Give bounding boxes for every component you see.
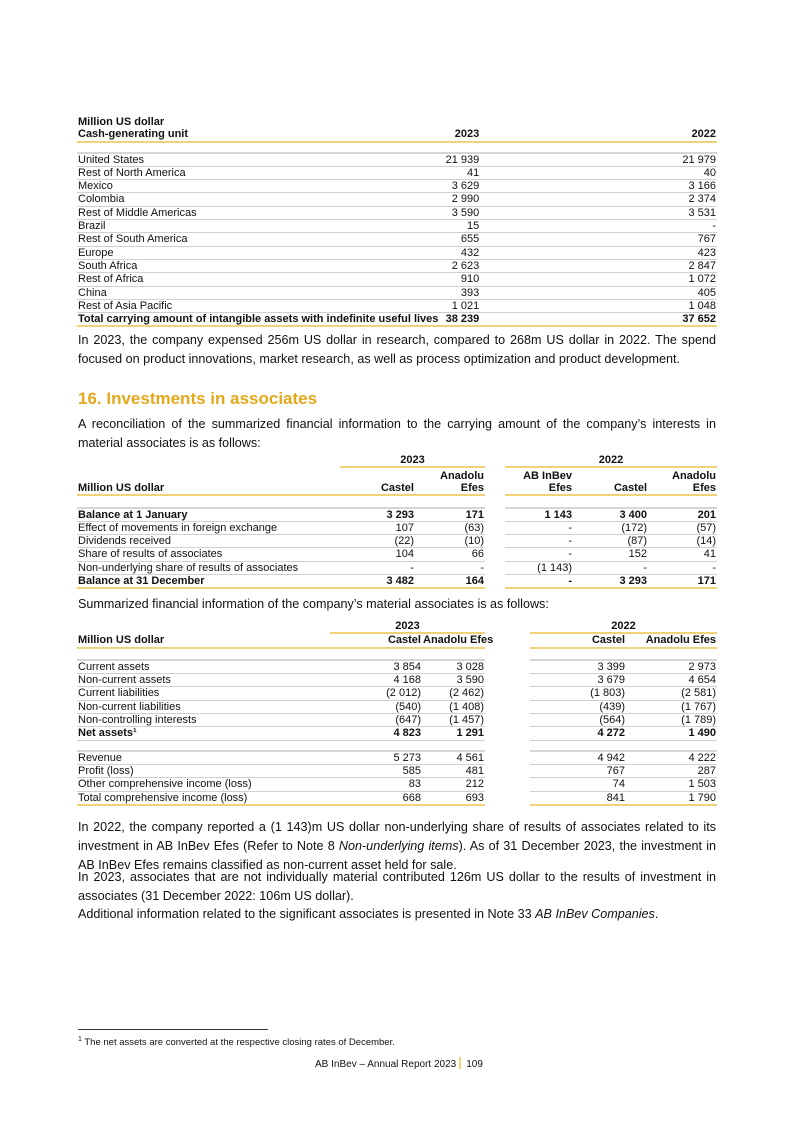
table-cell: 1 021	[420, 299, 480, 312]
table-cell	[485, 535, 505, 548]
table-cell: 212	[422, 778, 485, 791]
table-cell: 38 239	[420, 313, 480, 327]
table-cell: Dividends received	[77, 535, 340, 548]
table-cell: 4 823	[330, 727, 422, 740]
unit-label: Million US dollar	[78, 116, 165, 128]
table-cell	[485, 575, 505, 589]
table-cell	[77, 740, 330, 751]
table-cell: -	[505, 575, 573, 589]
table-row	[77, 648, 717, 660]
table-row	[77, 633, 717, 647]
table-cell	[480, 142, 717, 153]
table-row	[77, 166, 717, 179]
associates-reconciliation-table	[77, 454, 717, 589]
table-cell	[573, 495, 648, 507]
table-cell: (172)	[573, 521, 648, 534]
table-cell: 1 072	[480, 273, 717, 286]
column-header: Castel	[530, 633, 626, 647]
table-cell: (2 012)	[330, 687, 422, 700]
table-cell	[485, 714, 530, 727]
table-row	[77, 778, 717, 791]
table-cell	[648, 495, 717, 507]
footnote-divider	[78, 1029, 268, 1030]
reconciliation-intro: A reconciliation of the summarized financial information to the carrying amount of the company’s interests in material associates is as follows:	[78, 417, 716, 450]
table-cell: (1 143)	[505, 561, 573, 574]
table-cell: Rest of South America	[77, 233, 420, 246]
additional-info-paragraph: Additional information related to the significant associates is presented in Note 33 AB InBev Companies.	[78, 907, 659, 921]
table-cell: China	[77, 286, 420, 299]
table-cell: Europe	[77, 246, 420, 259]
table-cell: Non-controlling interests	[77, 714, 330, 727]
table-row	[77, 660, 717, 674]
table-cell: Non-underlying share of results of associates	[77, 561, 340, 574]
table-row	[77, 467, 717, 495]
year-group-header: 2023	[340, 454, 485, 467]
table-cell	[485, 508, 505, 522]
table-cell: -	[573, 561, 648, 574]
table-row	[77, 220, 717, 233]
table-cell	[330, 740, 422, 751]
table-cell: 2 847	[480, 259, 717, 272]
table-cell: 3 679	[530, 674, 626, 687]
table-cell: 152	[573, 548, 648, 561]
column-header: Anadolu Efes	[648, 467, 717, 495]
table-cell: 41	[420, 166, 480, 179]
table-cell	[485, 521, 505, 534]
table-cell: 2 990	[420, 193, 480, 206]
table-row	[77, 791, 717, 805]
table-cell	[480, 116, 717, 128]
table-cell: Balance at 1 January	[77, 508, 340, 522]
table-cell	[530, 740, 626, 751]
table-cell: 104	[340, 548, 415, 561]
table-row	[77, 273, 717, 286]
table-row	[77, 286, 717, 299]
table-cell: (2 581)	[626, 687, 717, 700]
table-row	[77, 727, 717, 740]
table-row	[77, 687, 717, 700]
column-header: 2023	[420, 128, 480, 141]
table-row	[77, 714, 717, 727]
table-cell: Other comprehensive income (loss)	[77, 778, 330, 791]
table-row	[77, 153, 717, 167]
table-cell	[330, 648, 422, 660]
table-cell: 405	[480, 286, 717, 299]
table-cell: (63)	[415, 521, 485, 534]
table-row	[77, 751, 717, 765]
table-cell	[340, 495, 415, 507]
table-cell	[626, 740, 717, 751]
table-cell: 3 482	[340, 575, 415, 589]
table-cell: Colombia	[77, 193, 420, 206]
table-cell: Rest of Africa	[77, 273, 420, 286]
table-row	[77, 142, 717, 153]
table-row	[77, 561, 717, 574]
table-cell: United States	[77, 153, 420, 167]
table-cell: 1 143	[505, 508, 573, 522]
table-cell: Profit (loss)	[77, 764, 330, 777]
table-cell	[485, 454, 505, 467]
table-cell	[420, 116, 480, 128]
table-cell: Rest of North America	[77, 166, 420, 179]
table-row	[77, 740, 717, 751]
table-cell: 2 973	[626, 660, 717, 674]
table-cell	[420, 142, 480, 153]
column-header: 2022	[480, 128, 717, 141]
table-cell: 164	[415, 575, 485, 589]
table-cell: 3 400	[573, 508, 648, 522]
table-row	[77, 548, 717, 561]
table-cell	[485, 467, 505, 495]
table-cell: 287	[626, 764, 717, 777]
table-cell: Brazil	[77, 220, 420, 233]
column-header: Cash-generating unit	[77, 128, 420, 141]
table-cell: Revenue	[77, 751, 330, 765]
column-header: AB InBev Efes	[505, 467, 573, 495]
table-cell	[77, 620, 330, 633]
table-cell: 767	[480, 233, 717, 246]
table-cell	[505, 495, 573, 507]
table-cell	[485, 791, 530, 805]
table-cell: (439)	[530, 700, 626, 713]
table-row	[77, 299, 717, 312]
table-row	[77, 454, 717, 467]
table-cell: 585	[330, 764, 422, 777]
table-cell: 3 590	[422, 674, 485, 687]
table-cell: 693	[422, 791, 485, 805]
table-cell: (1 457)	[422, 714, 485, 727]
table-cell: -	[648, 561, 717, 574]
table-cell: 432	[420, 246, 480, 259]
table-row	[77, 575, 717, 589]
table-cell: 5 273	[330, 751, 422, 765]
table-cell: -	[505, 535, 573, 548]
column-header: Castel	[340, 467, 415, 495]
table-cell: 74	[530, 778, 626, 791]
table-cell: 171	[415, 508, 485, 522]
table-cell: 3 590	[420, 206, 480, 219]
table-cell	[530, 648, 626, 660]
year-group-header: 2022	[530, 620, 717, 633]
year-group-header: 2022	[505, 454, 717, 467]
table-row	[77, 764, 717, 777]
table-row	[77, 313, 717, 327]
table-row	[77, 495, 717, 507]
table-cell: 4 561	[422, 751, 485, 765]
table-cell: 1 790	[626, 791, 717, 805]
associates-summary-table	[77, 620, 717, 806]
table-cell: 37 652	[480, 313, 717, 327]
table-cell: 2 374	[480, 193, 717, 206]
note-reference: Non-underlying items	[338, 839, 459, 853]
table-row	[77, 233, 717, 246]
table-cell: (22)	[340, 535, 415, 548]
table-cell	[77, 648, 330, 660]
table-cell	[485, 727, 530, 740]
table-row	[77, 521, 717, 534]
table-cell	[485, 751, 530, 765]
table-cell: 910	[420, 273, 480, 286]
table-cell	[485, 648, 530, 660]
column-header: Anadolu Efes	[423, 634, 494, 647]
table-row	[77, 508, 717, 522]
table-cell	[422, 648, 485, 660]
table-row	[77, 193, 717, 206]
summarized-intro: Summarized financial information of the company’s material associates is as follows:	[78, 597, 549, 611]
table-cell	[485, 561, 505, 574]
table-row	[77, 116, 717, 128]
table-cell: (2 462)	[422, 687, 485, 700]
table-cell: Current assets	[77, 660, 330, 674]
note-reference: AB InBev Companies	[535, 907, 655, 921]
table-cell: 66	[415, 548, 485, 561]
footnote: $^1$ The net assets are converted at the respective closing rates of December.	[78, 1036, 395, 1049]
table-row	[77, 206, 717, 219]
table-row	[77, 620, 717, 633]
table-row	[77, 180, 717, 193]
table-cell: Non-current assets	[77, 674, 330, 687]
table-cell: Mexico	[77, 180, 420, 193]
table-cell	[485, 764, 530, 777]
table-cell: Effect of movements in foreign exchange	[77, 521, 340, 534]
table-cell	[485, 495, 505, 507]
table-cell: 481	[422, 764, 485, 777]
table-cell	[485, 660, 530, 674]
table-cell: -	[340, 561, 415, 574]
research-paragraph: In 2023, the company expensed 256m US dollar in research, compared to 268m US dollar in 2022. The spend focused on product innovations, market research, as well as process optimization and product development.	[78, 333, 716, 366]
table-cell: 3 028	[422, 660, 485, 674]
table-cell: 2 623	[420, 259, 480, 272]
table-cell: 41	[648, 548, 717, 561]
table-cell: 4 654	[626, 674, 717, 687]
table-cell: (1 767)	[626, 700, 717, 713]
table-cell: (564)	[530, 714, 626, 727]
table-cell: 841	[530, 791, 626, 805]
table-cell: (57)	[648, 521, 717, 534]
table-cell: 83	[330, 778, 422, 791]
table-cell	[77, 454, 340, 467]
table-cell: 21 979	[480, 153, 717, 167]
table-cell: (14)	[648, 535, 717, 548]
column-header: Castel	[573, 467, 648, 495]
table-cell: (87)	[573, 535, 648, 548]
cgu-intangibles-table	[77, 116, 717, 327]
table-cell: Balance at 31 December	[77, 575, 340, 589]
table-cell	[485, 620, 530, 633]
table-cell: 21 939	[420, 153, 480, 167]
table-row	[77, 674, 717, 687]
table-row	[77, 128, 717, 141]
table-cell: 1 503	[626, 778, 717, 791]
table-cell	[485, 700, 530, 713]
table-cell: 4 168	[330, 674, 422, 687]
table-cell: 3 293	[340, 508, 415, 522]
table-cell: 1 048	[480, 299, 717, 312]
table-cell: 668	[330, 791, 422, 805]
table-cell: (540)	[330, 700, 422, 713]
table-cell: 40	[480, 166, 717, 179]
column-header: Anadolu Efes	[626, 633, 717, 647]
table-cell: South Africa	[77, 259, 420, 272]
table-cell: -	[480, 220, 717, 233]
page-number: 109	[466, 1059, 483, 1070]
non-underlying-paragraph: In 2022, the company reported a (1 143)m US dollar non-underlying share of results of associates related to its investment in AB InBev Efes (Refer to Note 8 Non-underlying items). As of 31 December 2023, the investment in AB InBev Efes remains classified as non-current asset held for sale.	[78, 820, 717, 872]
table-cell: Share of results of associates	[77, 548, 340, 561]
column-header: Castel	[330, 633, 422, 647]
table-cell: Rest of Asia Pacific	[77, 299, 420, 312]
table-cell	[422, 740, 485, 751]
table-cell	[485, 778, 530, 791]
table-cell: 3 531	[480, 206, 717, 219]
footer-divider	[459, 1057, 461, 1069]
table-cell: (647)	[330, 714, 422, 727]
table-row	[77, 246, 717, 259]
table-cell: 4 272	[530, 727, 626, 740]
table-cell	[415, 495, 485, 507]
table-cell: 171	[648, 575, 717, 589]
table-cell	[485, 548, 505, 561]
year-group-header: 2023	[330, 620, 485, 633]
table-cell	[626, 648, 717, 660]
table-cell: 3 854	[330, 660, 422, 674]
page-footer: AB InBev – Annual Report 2023 109	[315, 1059, 483, 1070]
column-header: Anadolu Efes	[415, 467, 485, 495]
table-cell: 4 942	[530, 751, 626, 765]
table-cell: 15	[420, 220, 480, 233]
table-cell	[77, 142, 420, 153]
table-row	[77, 535, 717, 548]
table-cell: 3 399	[530, 660, 626, 674]
table-cell: -	[415, 561, 485, 574]
table-cell	[485, 674, 530, 687]
table-cell: (1 789)	[626, 714, 717, 727]
table-cell: Non-current liabilities	[77, 700, 330, 713]
table-cell: (10)	[415, 535, 485, 548]
table-cell	[485, 740, 530, 751]
column-header: Million US dollar	[77, 633, 330, 647]
table-cell: 1 291	[422, 727, 485, 740]
table-cell	[77, 495, 340, 507]
table-cell: -	[505, 521, 573, 534]
table-cell: 393	[420, 286, 480, 299]
table-cell: (1 803)	[530, 687, 626, 700]
table-cell: 655	[420, 233, 480, 246]
table-cell: 4 222	[626, 751, 717, 765]
table-cell: 201	[648, 508, 717, 522]
table-cell: 423	[480, 246, 717, 259]
table-cell: (1 408)	[422, 700, 485, 713]
table-row	[77, 259, 717, 272]
table-cell: 767	[530, 764, 626, 777]
table-cell	[485, 687, 530, 700]
table-cell: Rest of Middle Americas	[77, 206, 420, 219]
table-cell: Net assets¹	[77, 727, 330, 740]
table-cell: 1 490	[626, 727, 717, 740]
table-cell: Total comprehensive income (loss)	[77, 791, 330, 805]
table-cell: 107	[340, 521, 415, 534]
table-cell: -	[505, 548, 573, 561]
immaterial-associates-paragraph: In 2023, associates that are not individually material contributed 126m US dollar to the results of investment in associates (31 December 2022: 106m US dollar).	[78, 870, 716, 903]
table-cell: 3 293	[573, 575, 648, 589]
table-cell: Current liabilities	[77, 687, 330, 700]
column-header: Million US dollar	[77, 467, 340, 495]
table-row	[77, 700, 717, 713]
section-heading: 16. Investments in associates	[78, 389, 318, 408]
table-cell: 3 166	[480, 180, 717, 193]
table-cell: Total carrying amount of intangible assets with indefinite useful lives	[78, 313, 439, 326]
table-cell: 3 629	[420, 180, 480, 193]
